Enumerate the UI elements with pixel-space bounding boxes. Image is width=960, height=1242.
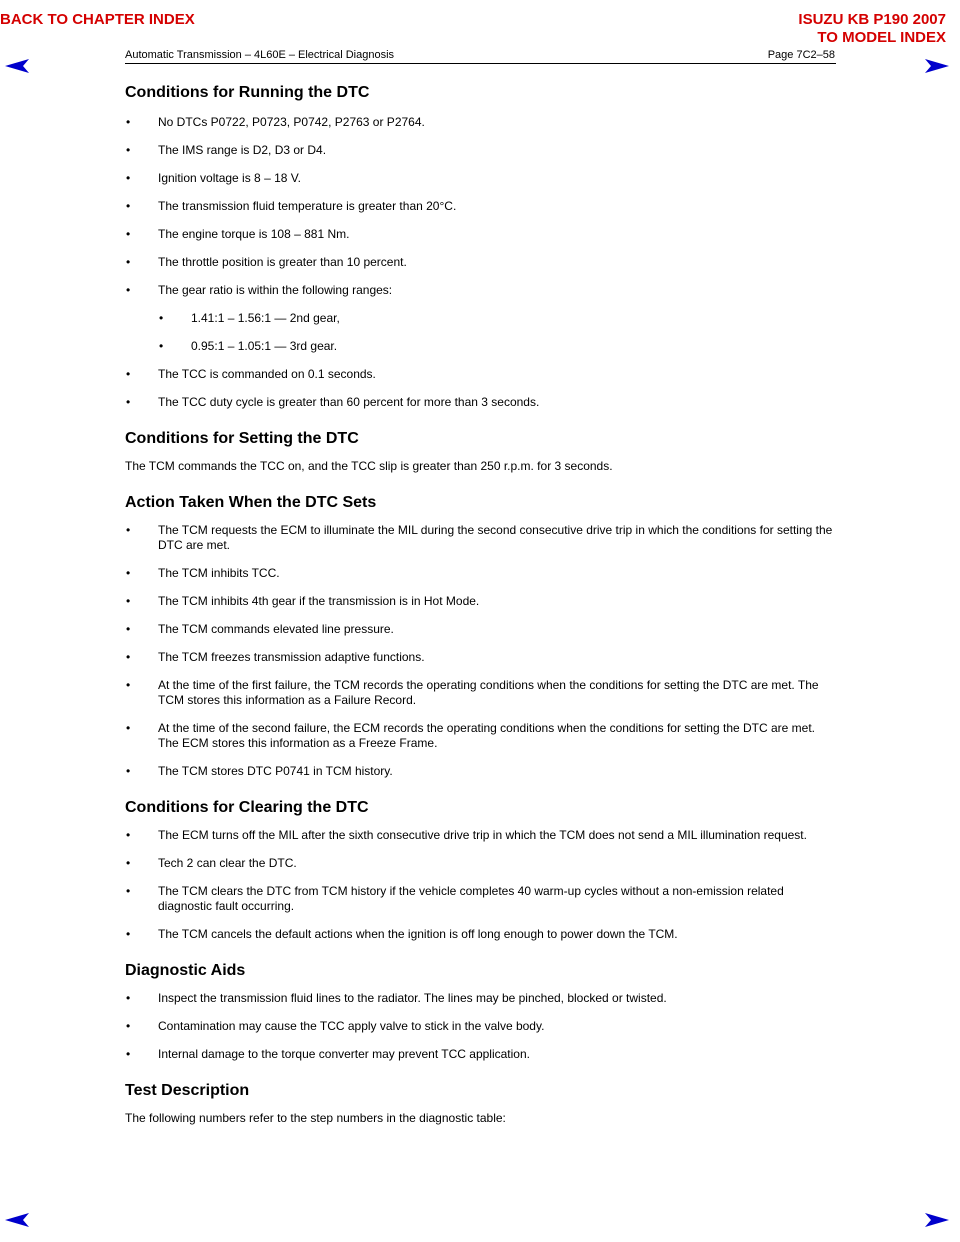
next-page-arrow-icon[interactable]	[924, 58, 950, 74]
page-number: Page 7C2–58	[767, 49, 835, 61]
sub-list-item: • 1.41:1 – 1.56:1 — 2nd gear,	[159, 311, 340, 325]
list-item: • The TCM inhibits 4th gear if the transmission is in Hot Mode.	[126, 594, 480, 608]
list-item: • The TCM clears the DTC from TCM history if the vehicle completes 40 warm-up cycles without a non-emission related diagnostic fault occurring.	[126, 884, 784, 913]
header-divider	[125, 63, 836, 64]
prev-page-arrow-icon[interactable]	[4, 58, 30, 74]
list-item: • The TCM stores DTC P0741 in TCM history.	[126, 764, 393, 778]
list-item: • The TCM inhibits TCC.	[126, 566, 280, 580]
section-heading-action: Action Taken When the DTC Sets	[125, 494, 377, 511]
section-heading-clearing: Conditions for Clearing the DTC	[125, 799, 369, 816]
list-item: • Internal damage to the torque converter may prevent TCC application.	[126, 1047, 530, 1061]
setting-text: The TCM commands the TCC on, and the TCC slip is greater than 250 r.p.m. for 3 seconds.	[125, 459, 613, 473]
model-title-link[interactable]: ISUZU KB P190 2007	[798, 11, 946, 28]
list-item: • The transmission fluid temperature is greater than 20°C.	[126, 199, 457, 213]
list-item: • No DTCs P0722, P0723, P0742, P2763 or P2764.	[126, 115, 425, 129]
page-header-title: Automatic Transmission – 4L60E – Electrical Diagnosis	[125, 49, 395, 61]
list-item: • The engine torque is 108 – 881 Nm.	[126, 227, 350, 241]
back-to-chapter-index-link[interactable]: BACK TO CHAPTER INDEX	[0, 11, 195, 28]
document-body	[125, 82, 836, 1126]
list-item: • At the time of the second failure, the ECM records the operating conditions when the conditions for setting the DTC are met. The ECM stores this information as a Freeze Frame.	[126, 721, 816, 750]
list-item: • The TCC is commanded on 0.1 seconds.	[126, 367, 376, 381]
list-item: • Tech 2 can clear the DTC.	[126, 856, 297, 870]
list-item: • The throttle position is greater than 10 percent.	[126, 255, 407, 269]
list-item: • At the time of the first failure, the TCM records the operating conditions when the conditions for setting the DTC are met. The TCM stores this information as a Failure Record.	[126, 678, 819, 707]
list-item: • The IMS range is D2, D3 or D4.	[126, 143, 327, 157]
list-item: • The TCM requests the ECM to illuminate the MIL during the second consecutive drive trip in which the conditions for setting the DTC are met.	[126, 523, 833, 552]
next-page-arrow-bottom-icon[interactable]	[924, 1212, 950, 1228]
section-heading-test: Test Description	[125, 1082, 250, 1099]
list-item: • The ECM turns off the MIL after the sixth consecutive drive trip in which the TCM does not send a MIL illumination request.	[126, 828, 807, 842]
list-item: • The gear ratio is within the following ranges:	[126, 283, 393, 297]
list-item: • Inspect the transmission fluid lines to the radiator. The lines may be pinched, blocked or twisted.	[126, 991, 667, 1005]
list-item: • Contamination may cause the TCC apply valve to stick in the valve body.	[126, 1019, 545, 1033]
prev-page-arrow-bottom-icon[interactable]	[4, 1212, 30, 1228]
section-heading-setting: Conditions for Setting the DTC	[125, 430, 359, 447]
section-heading-running: Conditions for Running the DTC	[125, 84, 370, 101]
list-item: • Ignition voltage is 8 – 18 V.	[126, 171, 301, 185]
list-item: • The TCM freezes transmission adaptive functions.	[126, 650, 425, 664]
list-item: • The TCC duty cycle is greater than 60 percent for more than 3 seconds.	[126, 395, 540, 409]
list-item: • The TCM cancels the default actions when the ignition is off long enough to power down the TCM.	[126, 927, 678, 941]
sub-list-item: • 0.95:1 – 1.05:1 — 3rd gear.	[159, 339, 338, 353]
to-model-index-link[interactable]: TO MODEL INDEX	[817, 29, 946, 46]
section-heading-aids: Diagnostic Aids	[125, 962, 246, 979]
test-description-text: The following numbers refer to the step numbers in the diagnostic table:	[125, 1111, 506, 1125]
list-item: • The TCM commands elevated line pressure.	[126, 622, 394, 636]
